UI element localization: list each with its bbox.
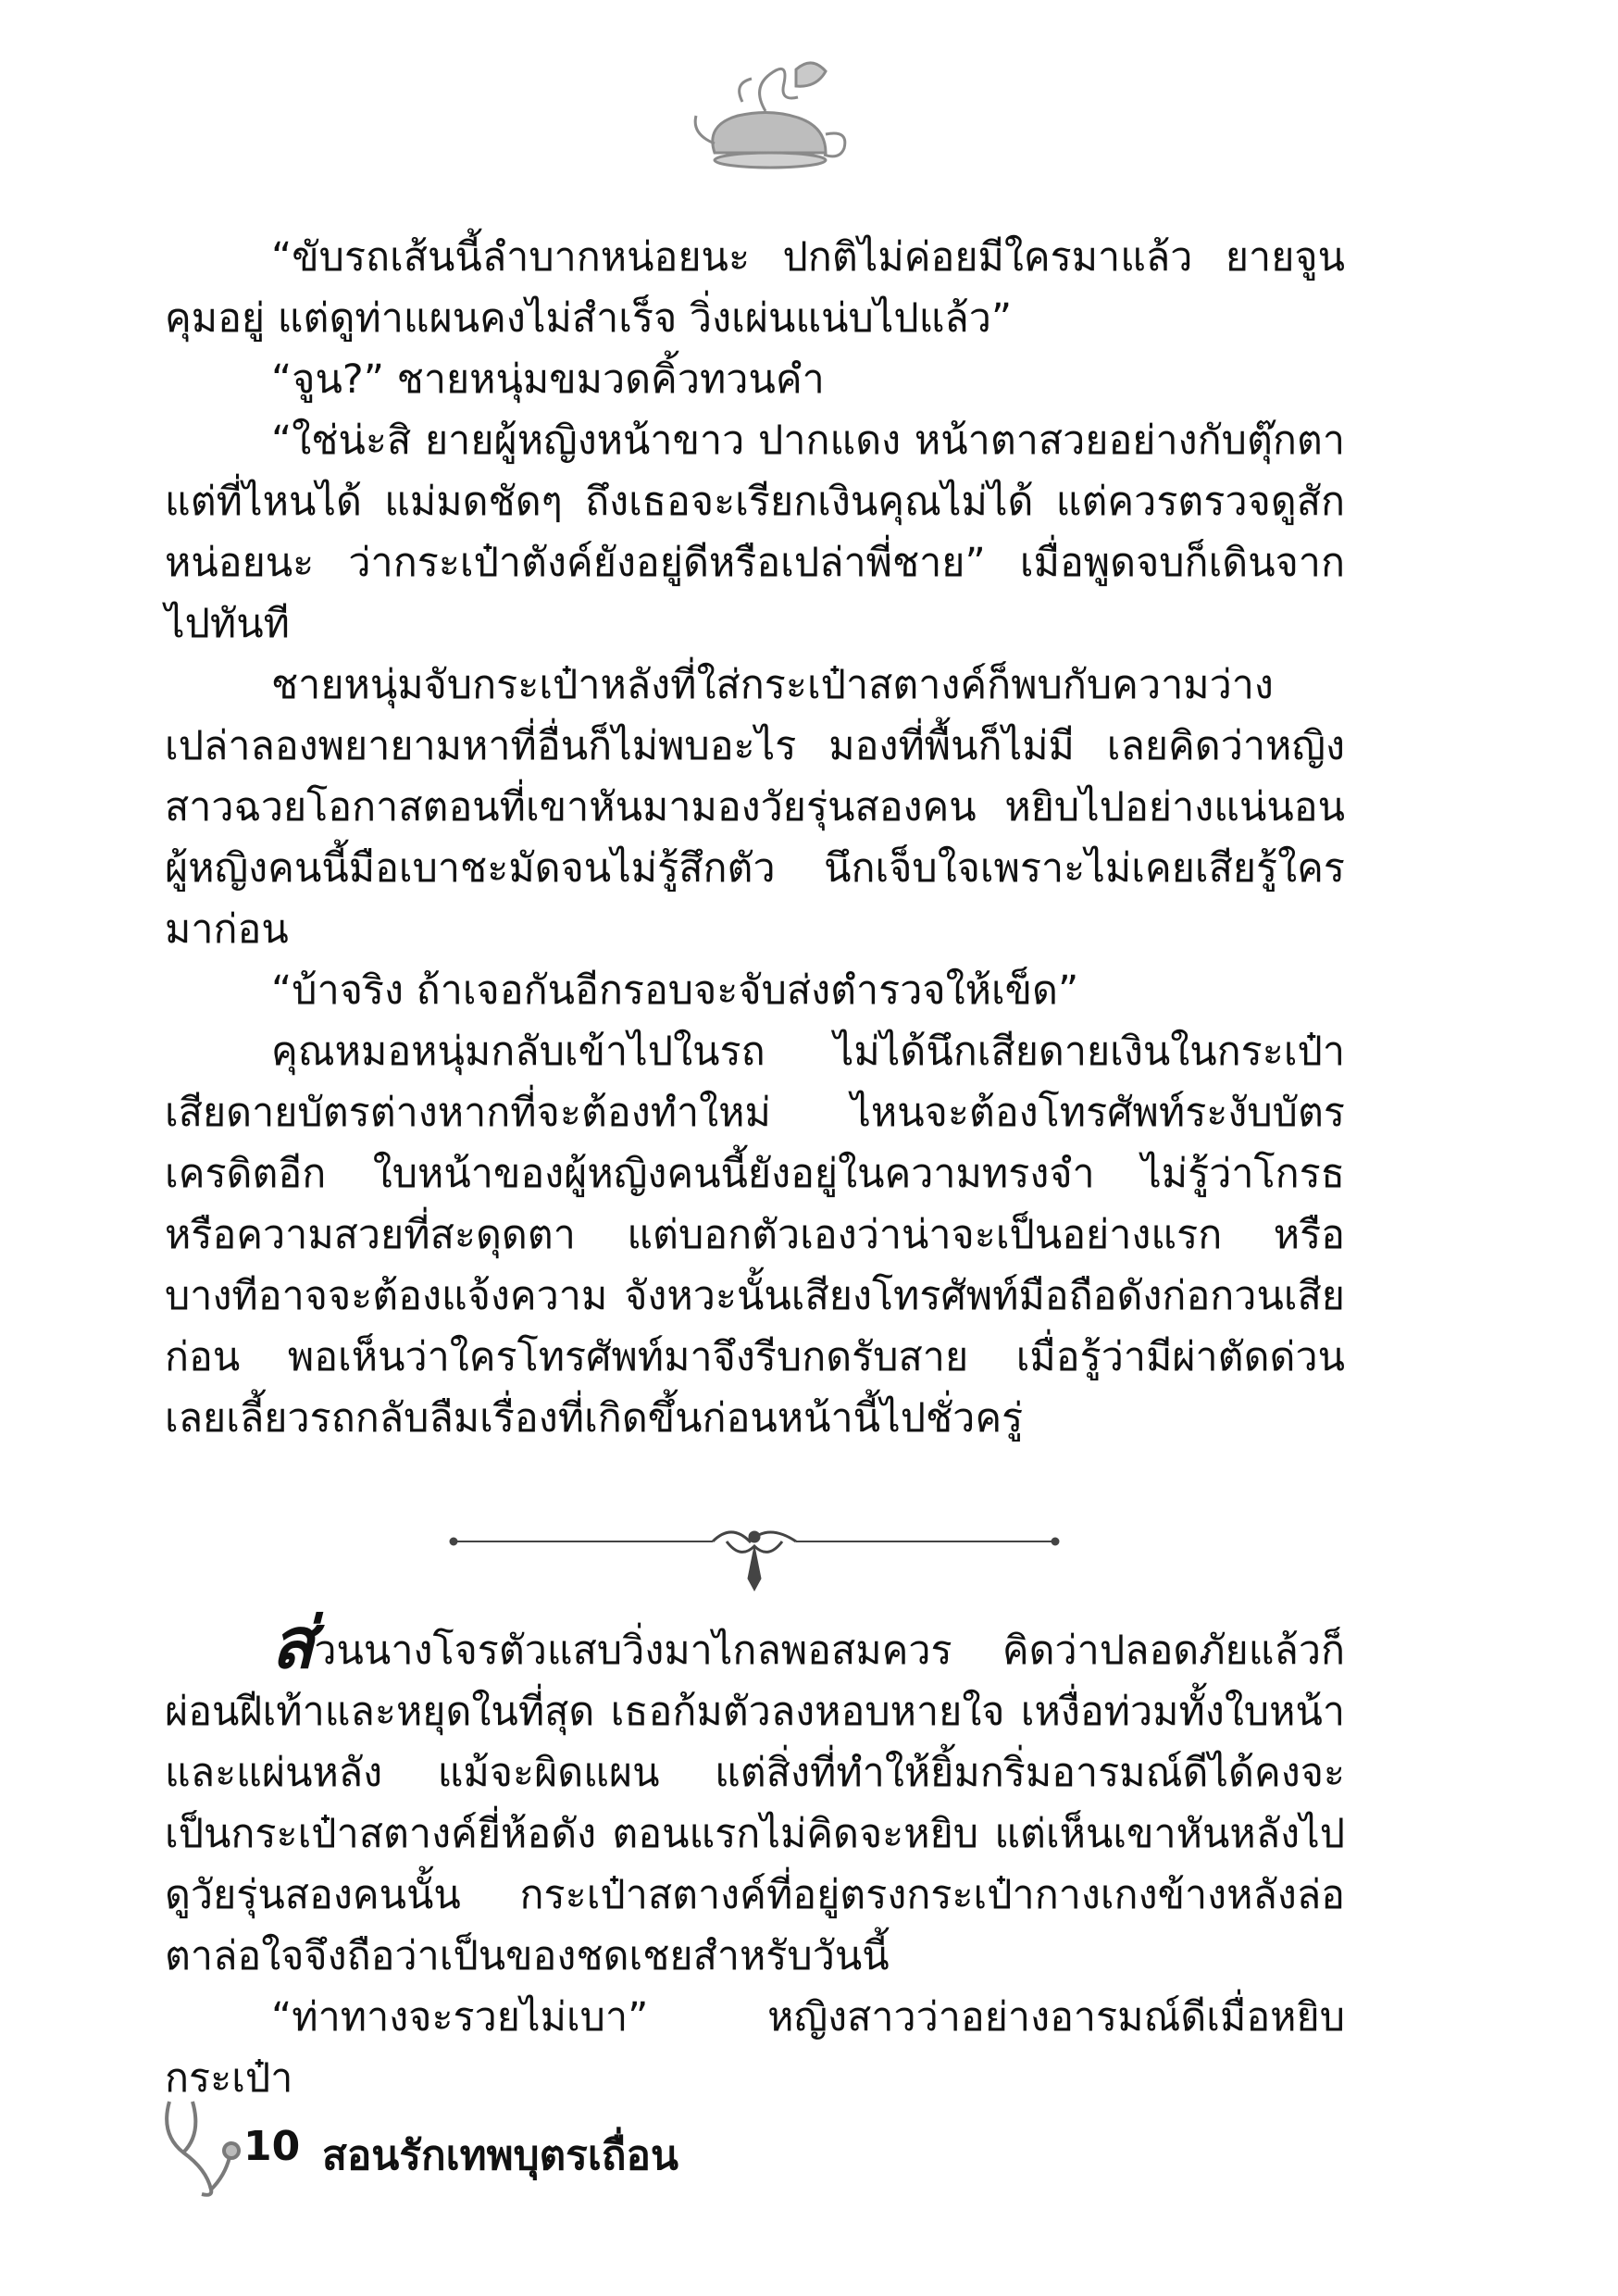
page-footer [156,2097,989,2199]
text-block-top [165,227,1345,1449]
paragraph: “บ้าจริง ถ้าเจอกันอีกรอบจะจับส่งตำรวจให้เข็ด” [271,967,1079,1014]
paragraph: คุณหมอหนุ่มกลับเข้าไปในรถ ไม่ได้นึกเสียดายเงินในกระเป๋าเสียดายบัตรต่างหากที่จะต้องทำใหม่ ไหนจะต้องโทรศัพท์ระงับบัตรเครดิตอีก ใบหน้าของผู้หญิงคนนี้ยังอยู่ในความทรงจำ ไม่รู้ว่าโกรธหรือความสวยที่สะดุดตา แต่บอกตัวเองว่าน่าจะเป็นอย่างแรก หรือบางทีอาจจะต้องแจ้งความ จังหวะนั้นเสียงโทรศัพท์มือถือดังก่อกวนเสียก่อน พอเห็นว่าใครโทรศัพท์มาจึงรีบกดรับสาย เมื่อรู้ว่ามีผ่าตัดด่วน เลยเลี้ยวรถกลับลืมเรื่องที่เกิดขึ้นก่อนหน้านี้ไปชั่วครู่ [165,1029,1345,1441]
page-number: 10 [243,2123,301,2170]
teapot-ornament-icon [687,51,853,181]
paragraph [165,1602,1345,1987]
paragraph: ชายหนุ่มจับกระเป๋าหลังที่ใส่กระเป๋าสตางค์ก็พบกับความว่างเปล่าลองพยายามหาที่อื่นก็ไม่พบอะไร มองที่พื้นก็ไม่มี เลยคิดว่าหญิงสาวฉวยโอกาสตอนที่เขาหันมามองวัยรุ่นสองคน หยิบไปอย่างแน่นอน ผู้หญิงคนนี้มือเบาชะมัดจนไม่รู้สึกตัว นึกเจ็บใจเพราะไม่เคยเสียรู้ใครมาก่อน [165,662,1345,953]
stethoscope-icon [156,2097,257,2199]
section-divider-ornament-icon [435,1509,1074,1592]
drop-cap: ส่ [271,1602,315,1684]
paragraph: “ใช่น่ะสิ ยายผู้หญิงหน้าขาว ปากแดง หน้าตาสวยอย่างกับตุ๊กตาแต่ที่ไหนได้ แม่มดชัดๆ ถึงเธอจะเรียกเงินคุณไม่ได้ แต่ควรตรวจดูสักหน่อยนะ ว่ากระเป๋าตังค์ยังอยู่ดีหรือเปล่าพี่ชาย” เมื่อพูดจบก็เดินจากไปทันที [165,418,1345,647]
paragraph: “จูน?” ชายหนุ่มขมวดคิ้วทวนคำ [271,356,825,403]
text-block-section2 [165,1602,1345,2109]
paragraph: “ขับรถเส้นนี้ลำบากหน่อยนะ ปกติไม่ค่อยมีใครมาแล้ว ยายจูนคุมอยู่ แต่ดูท่าแผนคงไม่สำเร็จ วิ่งเผ่นแน่บไปแล้ว” [165,234,1345,342]
book-title: สอนรักเทพบุตรเถื่อน [322,2132,678,2179]
paragraph: “ท่าทางจะรวยไม่เบา” หญิงสาวว่าอย่างอารมณ์ดีเมื่อหยิบกระเป๋า [165,1994,1345,2102]
paragraph-text: วนนางโจรตัวแสบวิ่งมาไกลพอสมควร คิดว่าปลอดภัยแล้วก็ผ่อนฝีเท้าและหยุดในที่สุด เธอก้มตัวลงหอบหายใจ เหงื่อท่วมทั้งใบหน้าและแผ่นหลัง แม้จะผิดแผน แต่สิ่งที่ทำให้ยิ้มกริ่มอารมณ์ดีได้คงจะเป็นกระเป๋าสตางค์ยี่ห้อดัง ตอนแรกไม่คิดจะหยิบ แต่เห็นเขาหันหลังไปดูวัยรุ่นสองคนนั้น กระเป๋าสตางค์ที่อยู่ตรงกระเป๋ากางเกงข้างหลังล่อตาล่อใจจึงถือว่าเป็นของชดเชยสำหรับวันนี้ [165,1628,1345,1979]
